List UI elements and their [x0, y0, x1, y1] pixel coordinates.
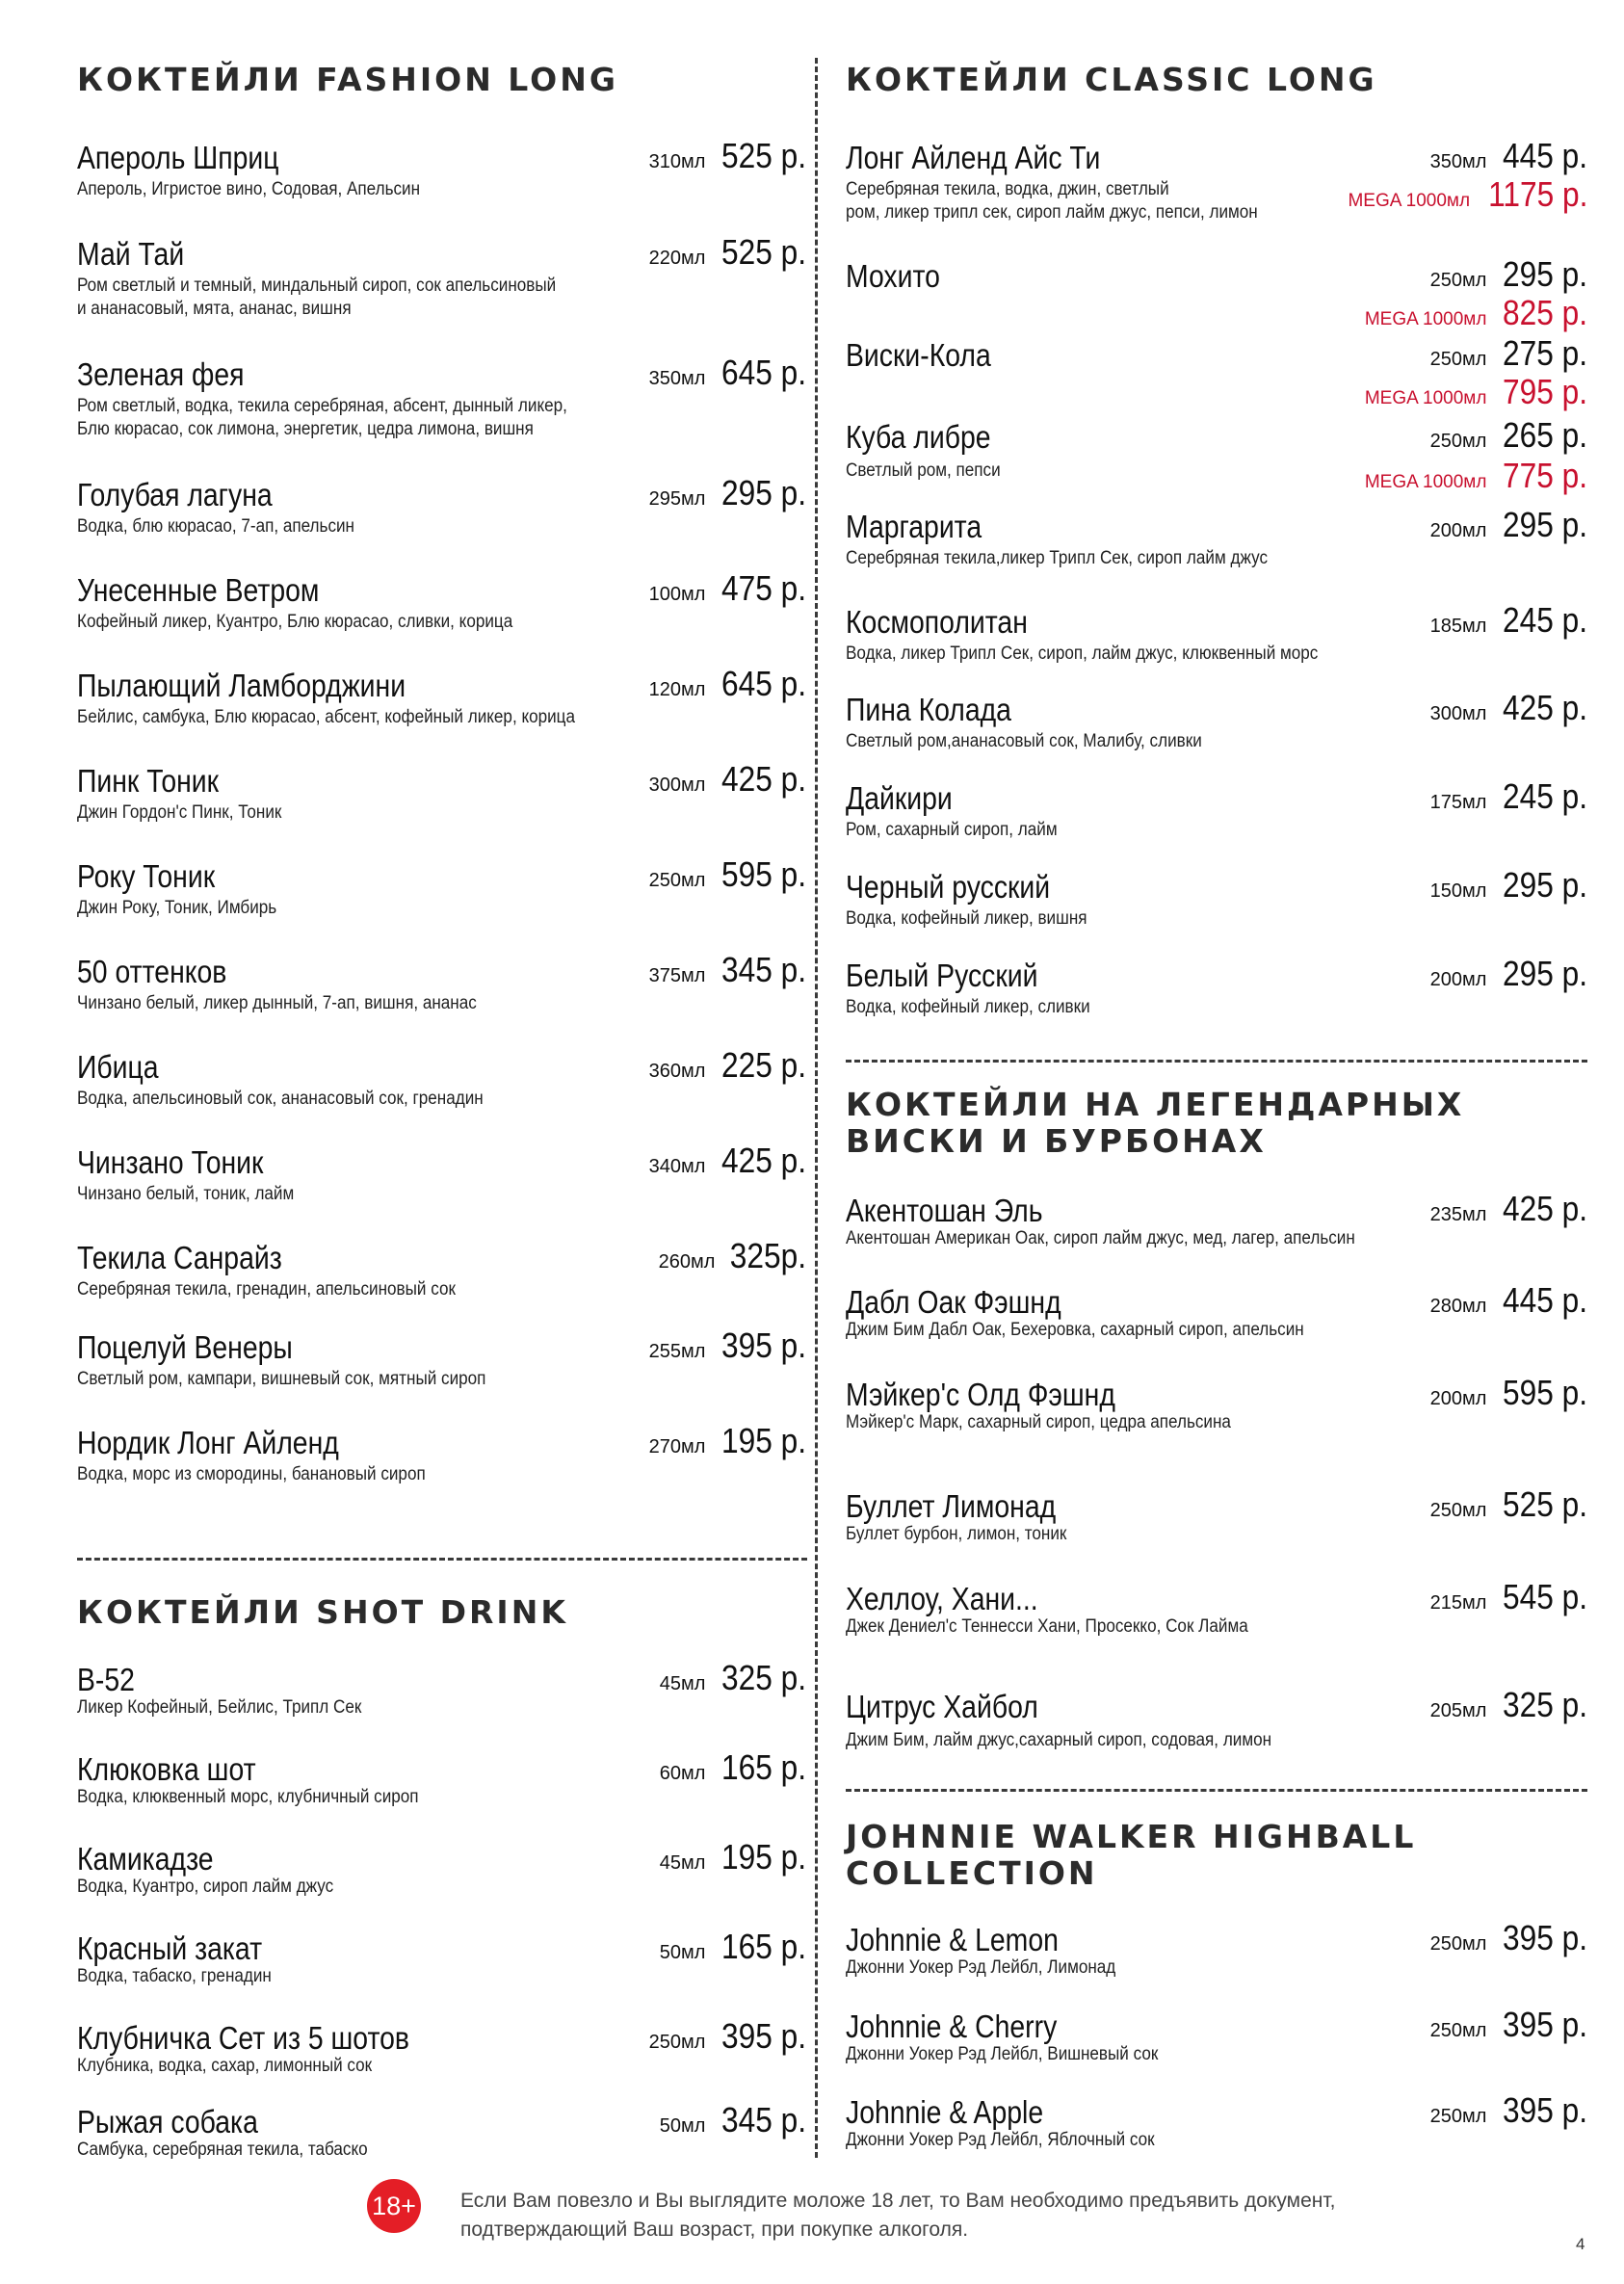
item-volume: 350мл: [648, 368, 706, 389]
item-price: 245 р.: [1502, 776, 1587, 816]
item-price-line: [649, 1421, 806, 1461]
item-description: Водка, кофейный ликер, сливки: [846, 997, 1090, 1017]
item-price-line: [649, 1045, 806, 1086]
item-price-line: [649, 473, 806, 513]
item-description: Светлый ром, кампари, вишневый сок, мятный сироп: [77, 1369, 486, 1389]
menu-item: [846, 333, 1587, 411]
item-price-line: [649, 568, 806, 609]
item-name: Цитрус Хайбол: [846, 1689, 1038, 1724]
item-volume: 310мл: [648, 151, 706, 172]
menu-item: [77, 854, 806, 926]
item-name: Ибица: [77, 1049, 159, 1085]
age-warning-text: Если Вам повезло и Вы выглядите моложе 18 лет, то Вам необходимо предъявить документ, подтверждающий Ваш возраст, при покупке алкоголя.: [460, 2190, 1336, 2241]
item-volume: 250мл: [1429, 1933, 1487, 1955]
menu-item: [846, 865, 1587, 936]
item-volume: 250мл: [1429, 349, 1487, 370]
item-price-line: [660, 1837, 806, 1877]
item-volume: 50мл: [659, 2115, 706, 2137]
item-name: Рыжая собака: [77, 2104, 258, 2140]
item-price-line: [1430, 600, 1587, 641]
item-price: 345 р.: [720, 2100, 806, 2140]
menu-item: [846, 2090, 1587, 2156]
item-price-line: [660, 1658, 806, 1698]
item-price-line: [649, 136, 806, 176]
item-name: Johnnie & Apple: [846, 2094, 1044, 2130]
item-price: 195 р.: [720, 1837, 806, 1877]
item-price: 425 р.: [1502, 688, 1587, 727]
item-price-line: [1430, 254, 1587, 295]
item-price-line: [1430, 1373, 1587, 1413]
item-price: 395 р.: [720, 1326, 806, 1365]
item-volume: 60мл: [659, 1763, 706, 1784]
item-price-line: [1430, 1918, 1587, 1958]
item-description: Джим Бим Дабл Оак, Бехеровка, сахарный сироп, апельсин: [846, 1320, 1304, 1340]
menu-item: [846, 776, 1587, 848]
item-price-line: [1430, 2005, 1587, 2045]
item-description: Джонни Уокер Рэд Лейбл, Вишневый сок: [846, 2044, 1159, 2064]
item-description: Кофейный ликер, Куантро, Блю кюрасао, сливки, корица: [77, 612, 513, 632]
menu-item: [77, 568, 806, 640]
item-description: Джим Бим, лайм джус,сахарный сироп, содовая, лимон: [846, 1730, 1272, 1750]
item-price-line: [649, 950, 806, 990]
item-volume: 270мл: [648, 1436, 706, 1457]
item-price-line: [649, 1326, 806, 1366]
item-price: 275 р.: [1502, 333, 1587, 373]
item-price-line: [1430, 1484, 1587, 1525]
item-price: 165 р.: [720, 1747, 806, 1787]
item-price: 595 р.: [720, 854, 806, 894]
item-description: Джин Року, Тоник, Имбирь: [77, 898, 277, 918]
age-restriction-badge: 18+: [367, 2179, 421, 2233]
item-volume: 45мл: [659, 1673, 706, 1694]
item-description: Самбука, серебряная текила, табаско: [77, 2140, 368, 2160]
item-price: 265 р.: [1502, 415, 1587, 455]
item-name: Май Тай: [77, 236, 185, 272]
item-name: Дайкири: [846, 780, 953, 816]
item-price-line: [660, 1927, 806, 1967]
item-description: Чинзано белый, ликер дынный, 7-ап, вишня, ананас: [77, 993, 477, 1013]
item-price-line: [649, 1141, 806, 1181]
item-volume: 250мл: [1429, 1500, 1487, 1521]
menu-item: [77, 1658, 806, 1723]
item-description: Водка, блю кюрасао, 7-ап, апельсин: [77, 516, 354, 537]
menu-item: [77, 2016, 806, 2082]
item-name: Johnnie & Cherry: [846, 2008, 1058, 2044]
item-volume: 175мл: [1429, 792, 1487, 813]
column-divider: [815, 58, 818, 2158]
item-name: 50 оттенков: [77, 954, 227, 989]
item-price: 445 р.: [1502, 1280, 1587, 1320]
item-name: Хеллоу, Хани...: [846, 1581, 1038, 1616]
item-mega-price: 795 р.: [1502, 372, 1587, 411]
item-name: Текила Санрайз: [77, 1240, 282, 1275]
item-mega-volume: MEGA 1000мл: [1364, 472, 1487, 492]
item-volume: 220мл: [648, 248, 706, 269]
menu-item: [77, 1141, 806, 1212]
menu-item: [77, 136, 806, 207]
item-description: Апероль, Игристое вино, Содовая, Апельсин: [77, 179, 421, 199]
item-name: Чинзано Тоник: [77, 1144, 264, 1180]
item-price-line: [649, 664, 806, 704]
item-name: Клубничка Сет из 5 шотов: [77, 2020, 409, 2056]
item-price: 325 р.: [1502, 1685, 1587, 1724]
item-description: Чинзано белый, тоник, лайм: [77, 1184, 295, 1204]
menu-item: [846, 1484, 1587, 1550]
menu-item: [77, 1326, 806, 1397]
item-name: Мэйкер'с Олд Фэшнд: [846, 1377, 1115, 1412]
item-name: Акентошан Эль: [846, 1193, 1043, 1228]
menu-item: [846, 1189, 1587, 1254]
item-price: 245 р.: [1502, 600, 1587, 640]
item-description: Джин Гордон'с Пинк, Тоник: [77, 802, 282, 823]
menu-item: [77, 473, 806, 544]
menu-item: [846, 505, 1587, 576]
menu-item: [846, 600, 1587, 671]
item-price-line: [649, 232, 806, 273]
item-name: Пинк Тоник: [77, 763, 220, 799]
item-name: Унесенные Ветром: [77, 572, 320, 608]
menu-item: [77, 1236, 806, 1307]
item-price-line: [649, 353, 806, 393]
menu-item: [77, 664, 806, 735]
item-description: Мэйкер'с Марк, сахарный сироп, цедра апельсина: [846, 1412, 1231, 1432]
item-description: Водка, табаско, гренадин: [77, 1966, 272, 1986]
item-description: Светлый ром, пепси: [846, 460, 1001, 481]
menu-item: [77, 1927, 806, 1992]
menu-item: [77, 1837, 806, 1903]
menu-item: [846, 1918, 1587, 1983]
item-volume: 250мл: [648, 870, 706, 891]
menu-item: [77, 1421, 806, 1492]
item-name: Пылающий Ламборджини: [77, 668, 406, 703]
item-name: Johnnie & Lemon: [846, 1922, 1059, 1957]
item-description: Водка, морс из смородины, банановый сироп: [77, 1464, 426, 1484]
item-volume: 200мл: [1429, 969, 1487, 990]
item-price: 645 р.: [720, 353, 806, 392]
item-price-line: [649, 2016, 806, 2057]
section-title-johnnie-walker: JOHNNIE WALKER HIGHBALL COLLECTION: [846, 1818, 1417, 1892]
item-description: Буллет бурбон, лимон, тоник: [846, 1524, 1067, 1544]
item-price: 225 р.: [720, 1045, 806, 1085]
item-mega-price: 775 р.: [1502, 456, 1587, 495]
item-mega-price-line: [1348, 174, 1587, 215]
item-name: Апероль Шприц: [77, 140, 279, 175]
item-mega-price-line: [1365, 372, 1587, 412]
item-price-line: [1430, 415, 1587, 456]
item-price: 295 р.: [1502, 505, 1587, 544]
item-mega-price-line: [1365, 293, 1587, 333]
item-price: 395 р.: [1502, 2090, 1587, 2130]
item-name: Виски-Кола: [846, 337, 991, 373]
item-volume: 45мл: [659, 1852, 706, 1874]
item-price-line: [660, 2100, 806, 2140]
item-price-line: [1430, 688, 1587, 728]
item-mega-price: 1175 р.: [1487, 174, 1587, 214]
item-price: 395 р.: [720, 2016, 806, 2056]
item-price: 525 р.: [720, 136, 806, 175]
item-name: Черный русский: [846, 869, 1051, 905]
item-description: Ликер Кофейный, Бейлис, Трипл Сек: [77, 1697, 362, 1718]
item-volume: 200мл: [1429, 520, 1487, 541]
menu-item: [846, 1577, 1587, 1642]
item-name: B-52: [77, 1662, 135, 1697]
section-title-shot-drink: КОКТЕЙЛИ SHOT DRINK: [77, 1593, 568, 1631]
menu-item: [846, 1685, 1587, 1756]
section-divider: [846, 1060, 1587, 1063]
item-price-line: [1430, 1577, 1587, 1617]
item-price: 195 р.: [720, 1421, 806, 1460]
item-description: Водка, кофейный ликер, вишня: [846, 908, 1087, 929]
item-volume: 280мл: [1429, 1296, 1487, 1317]
item-description: Водка, апельсиновый сок, ананасовый сок, гренадин: [77, 1089, 484, 1109]
item-name: Року Тоник: [77, 858, 216, 894]
menu-item: [846, 1373, 1587, 1438]
menu-item: [846, 136, 1587, 226]
item-price: 295 р.: [1502, 254, 1587, 294]
item-price: 645 р.: [720, 664, 806, 703]
item-description: Ром светлый, водка, текила серебряная, абсент, дынный ликер, Блю кюрасао, сок лимона, энергетик, цедра лимона, вишня: [77, 396, 567, 439]
item-price-line: [649, 759, 806, 800]
item-price: 425 р.: [720, 759, 806, 799]
item-volume: 215мл: [1429, 1592, 1487, 1614]
item-price: 345 р.: [720, 950, 806, 989]
item-price-line: [660, 1747, 806, 1788]
item-mega-volume: MEGA 1000мл: [1364, 388, 1487, 408]
menu-item: [846, 688, 1587, 759]
section-title-classic-long: КОКТЕЙЛИ CLASSIC LONG: [846, 61, 1377, 98]
item-volume: 295мл: [648, 488, 706, 510]
item-description: Светлый ром,ананасовый сок, Малибу, сливки: [846, 731, 1202, 751]
item-price-line: [1430, 136, 1587, 176]
item-volume: 185мл: [1429, 616, 1487, 637]
item-volume: 250мл: [1429, 2106, 1487, 2127]
item-volume: 50мл: [659, 1942, 706, 1963]
item-volume: 100мл: [648, 584, 706, 605]
menu-item: [77, 2100, 806, 2166]
item-price: 445 р.: [1502, 136, 1587, 175]
item-volume: 260мл: [658, 1251, 716, 1273]
item-description: Водка, Куантро, сироп лайм джус: [77, 1877, 334, 1897]
item-name: Голубая лагуна: [77, 477, 273, 512]
menu-item: [846, 415, 1587, 496]
item-name: Камикадзе: [77, 1841, 214, 1877]
item-volume: 375мл: [648, 965, 706, 986]
item-description: Серебряная текила,ликер Трипл Сек, сироп лайм джус: [846, 548, 1269, 568]
item-price: 165 р.: [720, 1927, 806, 1966]
item-price: 475 р.: [720, 568, 806, 608]
item-name: Космополитан: [846, 604, 1028, 640]
item-price-line: [1430, 2090, 1587, 2131]
item-volume: 250мл: [648, 2032, 706, 2053]
item-name: Пина Колада: [846, 692, 1011, 727]
item-name: Белый Русский: [846, 958, 1038, 993]
menu-item: [77, 1045, 806, 1116]
item-description: Серебряная текила, гренадин, апельсиновый сок: [77, 1279, 456, 1300]
section-divider: [77, 1558, 807, 1561]
item-description: Клубника, водка, сахар, лимонный сок: [77, 2056, 373, 2076]
item-price: 425 р.: [1502, 1189, 1587, 1228]
item-price: 525 р.: [720, 232, 806, 272]
item-volume: 255мл: [648, 1341, 706, 1362]
item-description: Джонни Уокер Рэд Лейбл, Лимонад: [846, 1957, 1116, 1978]
item-volume: 350мл: [1429, 151, 1487, 172]
item-price: 295 р.: [1502, 954, 1587, 993]
menu-item: [846, 254, 1587, 332]
item-name: Лонг Айленд Айс Ти: [846, 140, 1101, 175]
item-name: Куба либре: [846, 419, 991, 455]
item-name: Поцелуй Венеры: [77, 1329, 293, 1365]
item-price-line: [659, 1236, 806, 1276]
item-price: 295 р.: [720, 473, 806, 512]
item-price-line: [1430, 954, 1587, 994]
section-title-legendary-whiskey: КОКТЕЙЛИ НА ЛЕГЕНДАРНЫХ ВИСКИ И БУРБОНАХ: [846, 1086, 1465, 1160]
page-number: 4: [1576, 2235, 1585, 2253]
item-volume: 235мл: [1429, 1204, 1487, 1225]
item-price: 395 р.: [1502, 2005, 1587, 2044]
menu-item: [77, 353, 806, 447]
item-description: Серебряная текила, водка, джин, светлый ром, ликер трипл сек, сироп лайм джус, пепси, лимон: [846, 179, 1258, 223]
item-price: 325 р.: [720, 1658, 806, 1697]
item-description: Водка, ликер Трипл Сек, сироп, лайм джус, клюквенный морс: [846, 643, 1319, 664]
item-price: 295 р.: [1502, 865, 1587, 905]
item-price: 545 р.: [1502, 1577, 1587, 1616]
item-price: 395 р.: [1502, 1918, 1587, 1957]
item-mega-price-line: [1365, 456, 1587, 496]
item-description: Ром светлый и темный, миндальный сироп, сок апельсиновый и ананасовый, мята, ананас, вишня: [77, 276, 557, 319]
item-name: Красный закат: [77, 1930, 263, 1966]
item-volume: 200мл: [1429, 1388, 1487, 1409]
section-divider: [846, 1789, 1587, 1792]
item-description: Ром, сахарный сироп, лайм: [846, 820, 1058, 840]
menu-item: [846, 954, 1587, 1025]
item-price-line: [1430, 776, 1587, 817]
item-price: 425 р.: [720, 1141, 806, 1180]
item-mega-price: 825 р.: [1502, 293, 1587, 332]
item-mega-volume: MEGA 1000мл: [1348, 191, 1471, 211]
item-volume: 340мл: [648, 1156, 706, 1177]
item-volume: 120мл: [648, 679, 706, 700]
item-price: 595 р.: [1502, 1373, 1587, 1412]
item-description: Акентошан Американ Оак, сироп лайм джус, мед, лагер, апельсин: [846, 1228, 1355, 1248]
item-name: Мохито: [846, 258, 940, 294]
item-volume: 300мл: [648, 774, 706, 796]
item-volume: 205мл: [1429, 1700, 1487, 1721]
item-volume: 300мл: [1429, 703, 1487, 724]
menu-item: [846, 1280, 1587, 1346]
item-name: Дабл Оак Фэшнд: [846, 1284, 1061, 1320]
item-price-line: [1430, 865, 1587, 906]
item-description: Водка, клюквенный морс, клубничный сироп: [77, 1787, 419, 1807]
menu-item: [77, 759, 806, 830]
item-volume: 250мл: [1429, 431, 1487, 452]
item-description: Бейлис, самбука, Блю кюрасао, абсент, кофейный ликер, корица: [77, 707, 575, 727]
item-name: Зеленая фея: [77, 356, 245, 392]
item-price-line: [1430, 505, 1587, 545]
menu-item: [77, 1747, 806, 1813]
item-price: 525 р.: [1502, 1484, 1587, 1524]
item-name: Клюковка шот: [77, 1751, 256, 1787]
item-price-line: [649, 854, 806, 895]
item-name: Нордик Лонг Айленд: [77, 1425, 339, 1460]
item-name: Маргарита: [846, 509, 982, 544]
item-price-line: [1430, 1189, 1587, 1229]
menu-item: [77, 950, 806, 1021]
item-price-line: [1430, 333, 1587, 374]
item-mega-volume: MEGA 1000мл: [1364, 309, 1487, 329]
item-volume: 250мл: [1429, 270, 1487, 291]
item-price-line: [1430, 1685, 1587, 1725]
item-name: Буллет Лимонад: [846, 1488, 1057, 1524]
item-description: Джек Дениел'с Теннесси Хани, Просекко, Сок Лайма: [846, 1616, 1248, 1637]
item-price: 325р.: [729, 1236, 806, 1275]
menu-item: [846, 2005, 1587, 2070]
section-title-fashion-long: КОКТЕЙЛИ FASHION LONG: [77, 61, 618, 98]
item-volume: 150мл: [1429, 880, 1487, 902]
menu-item: [77, 232, 806, 327]
item-volume: 360мл: [648, 1061, 706, 1082]
item-price-line: [1430, 1280, 1587, 1321]
item-description: Джонни Уокер Рэд Лейбл, Яблочный сок: [846, 2130, 1155, 2150]
item-volume: 250мл: [1429, 2020, 1487, 2041]
